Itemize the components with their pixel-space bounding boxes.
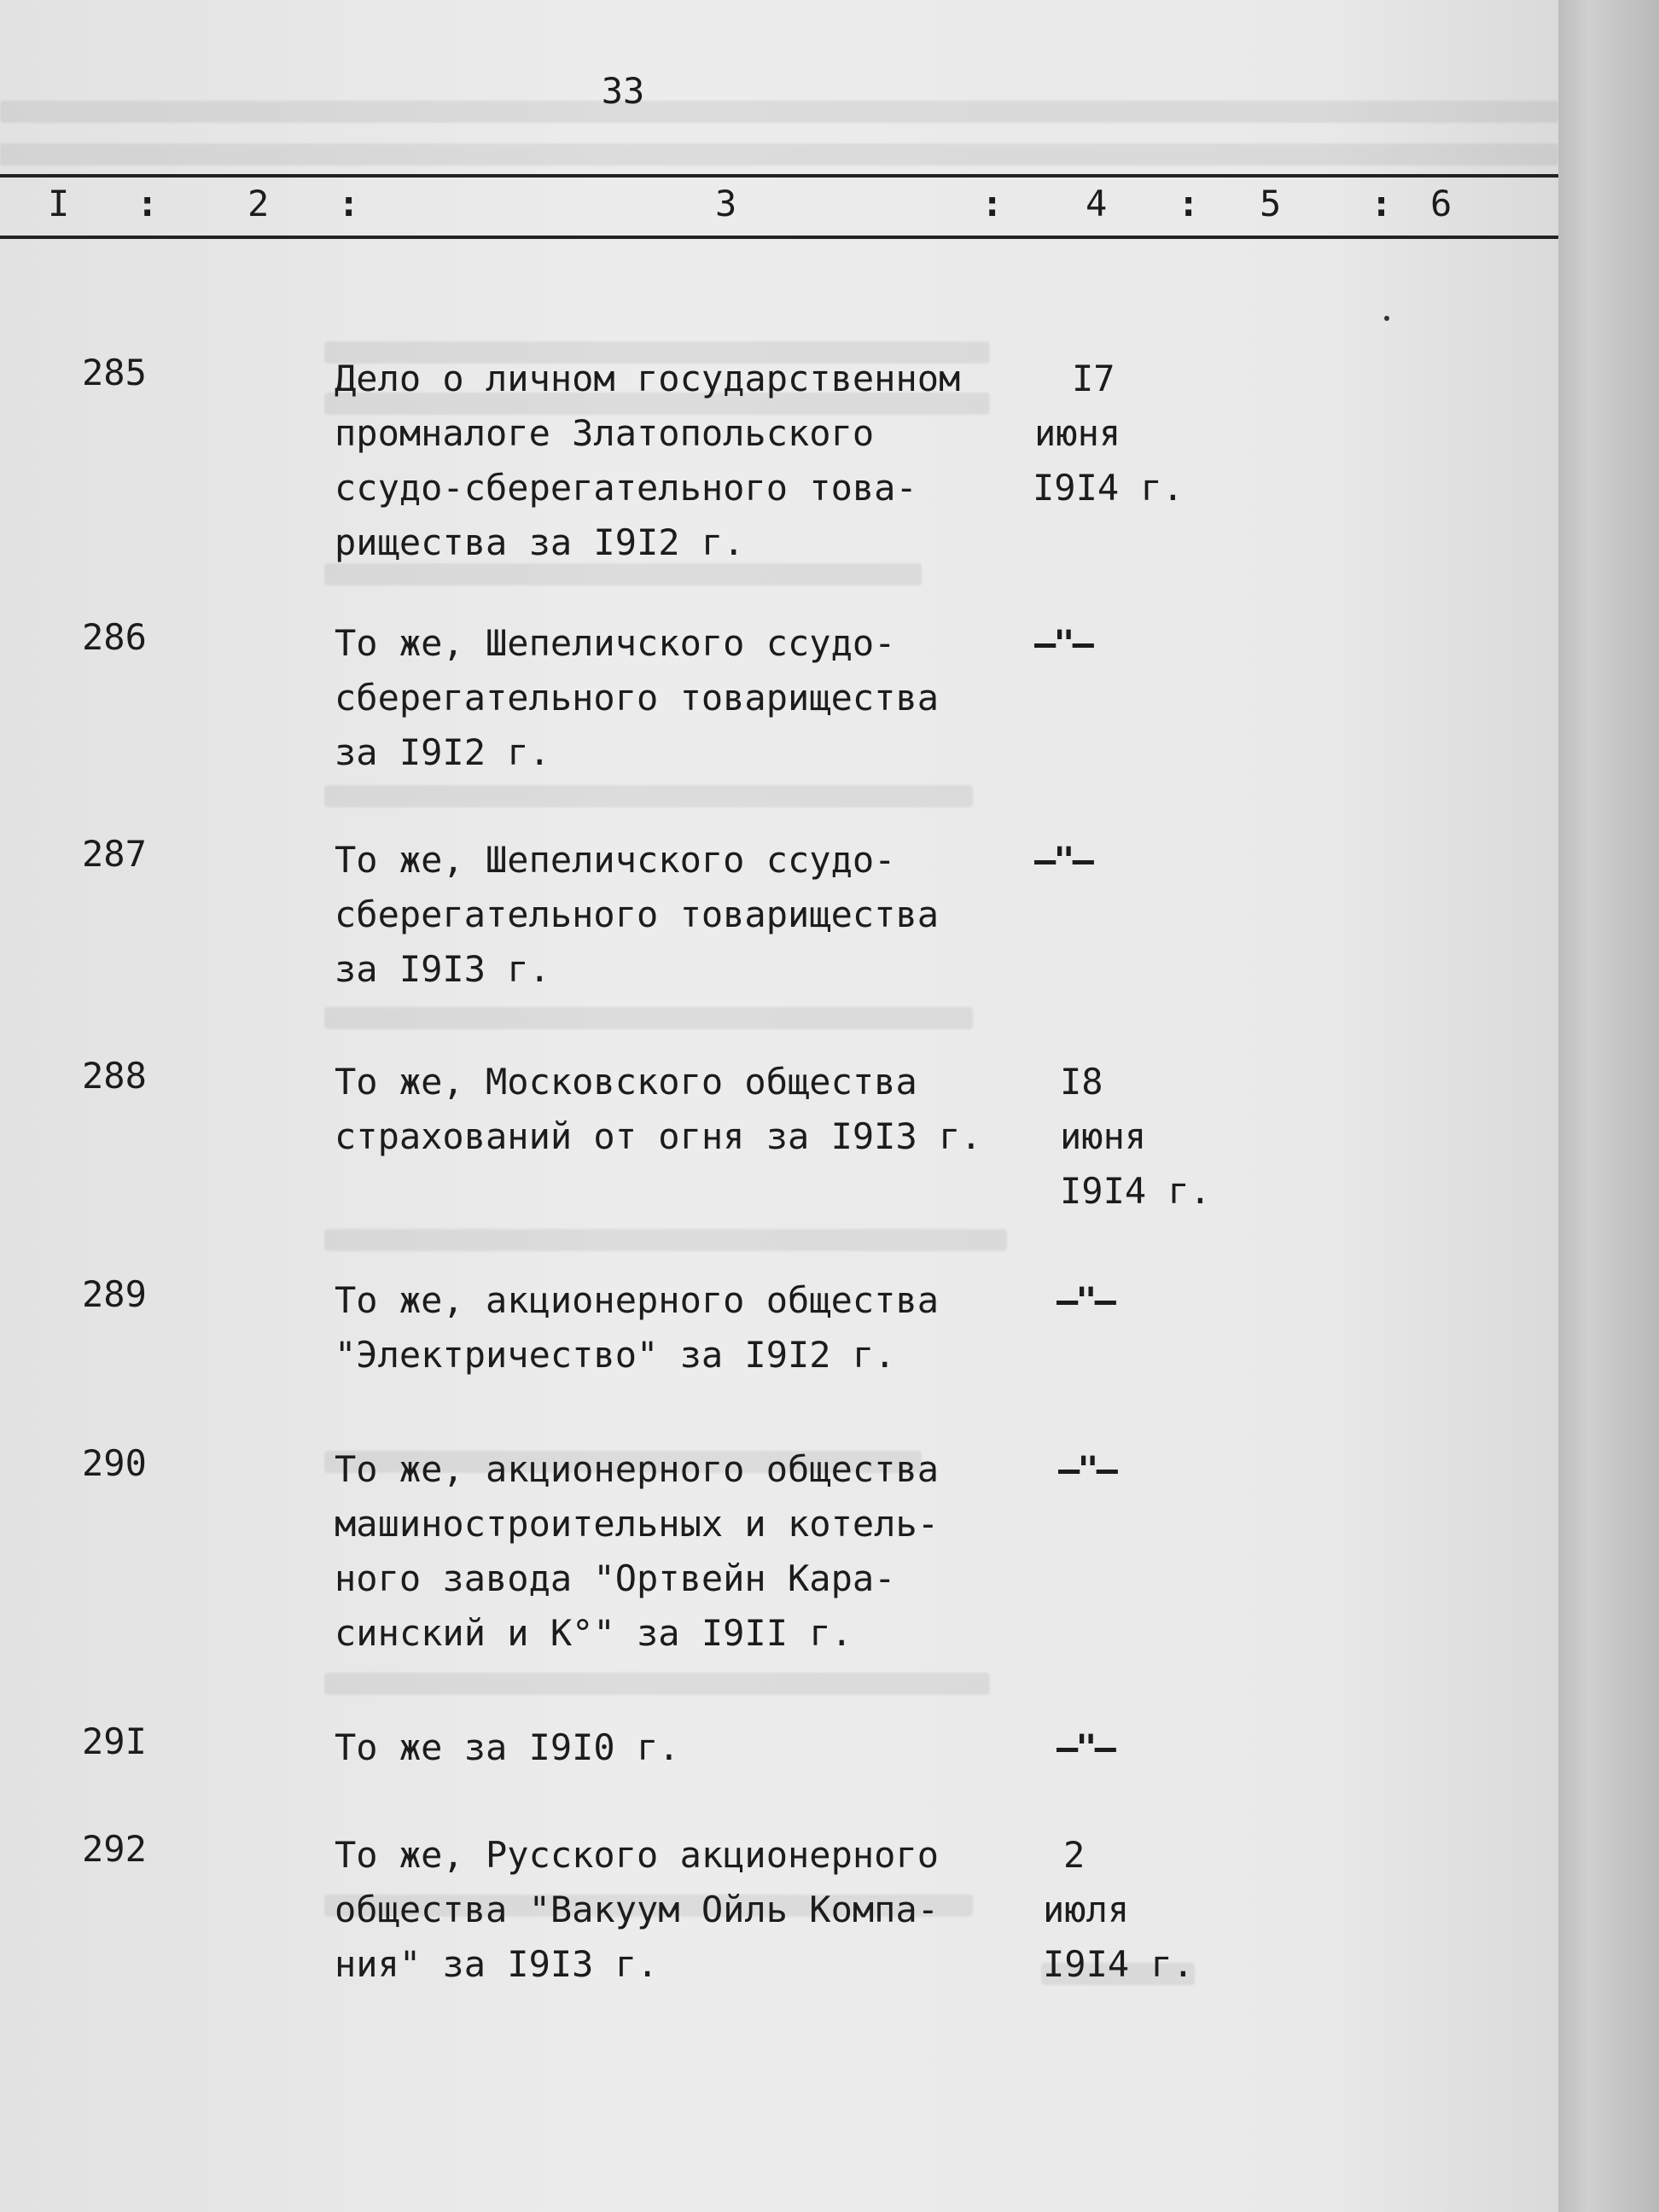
column-header-2: 2 xyxy=(247,183,270,224)
date-day: I8 xyxy=(1060,1061,1103,1103)
description-line: общества "Вакуум Ойль Компа- xyxy=(335,1889,940,1930)
row-description xyxy=(335,1442,1034,1661)
row-number: 29I xyxy=(82,1720,147,1762)
ink-speck xyxy=(1384,316,1389,321)
row-number: 288 xyxy=(82,1055,147,1097)
description-line: сберегательного товарищества xyxy=(335,894,940,935)
column-header-6: 6 xyxy=(1430,183,1452,224)
date-day: 2 xyxy=(1063,1834,1086,1876)
column-separator: : xyxy=(1371,183,1393,224)
ditto-mark: –"– xyxy=(1058,1448,1115,1490)
column-separator: : xyxy=(981,183,1004,224)
row-date xyxy=(1024,1442,1212,1497)
description-line: за I9I2 г. xyxy=(335,731,550,773)
description-line: сберегательного товарищества xyxy=(335,677,940,719)
row-number: 289 xyxy=(82,1273,147,1315)
row-date xyxy=(1024,1273,1212,1328)
description-line: промналоге Златопольского xyxy=(335,412,875,454)
row-date xyxy=(1024,1720,1212,1775)
description-line: синский и К°" за I9II г. xyxy=(335,1612,853,1654)
ditto-mark: –"– xyxy=(1057,1279,1114,1321)
ditto-mark: –"– xyxy=(1034,839,1091,881)
header-top-rule xyxy=(0,174,1558,178)
date-day: I7 xyxy=(1072,358,1115,399)
column-separator: : xyxy=(137,183,159,224)
row-number: 292 xyxy=(82,1828,147,1870)
description-line: машиностроительных и котель- xyxy=(335,1503,940,1545)
column-separator: : xyxy=(1178,183,1200,224)
row-description xyxy=(335,1273,1034,1382)
header-bottom-rule xyxy=(0,236,1558,239)
column-header-1: I xyxy=(48,183,70,224)
row-date xyxy=(1024,616,1212,671)
row-number: 285 xyxy=(82,352,147,393)
description-line: То же, Московского общества xyxy=(335,1061,917,1103)
row-date xyxy=(1024,833,1212,888)
date-year: I9I4 г. xyxy=(1033,467,1185,509)
date-month: июня xyxy=(1060,1115,1147,1157)
ditto-mark: –"– xyxy=(1034,622,1091,664)
description-line: То же, акционерного общества xyxy=(335,1448,940,1490)
row-description xyxy=(335,616,1034,780)
row-description xyxy=(335,352,1034,570)
description-line: ного завода "Ортвейн Кара- xyxy=(335,1557,896,1599)
description-line: ния" за I9I3 г. xyxy=(335,1943,659,1985)
row-number: 287 xyxy=(82,833,147,875)
description-line: То же, Русского акционерного xyxy=(335,1834,940,1876)
description-line: Дело о личном государственном xyxy=(335,358,961,399)
date-year: I9I4 г. xyxy=(1043,1943,1195,1985)
description-line: "Электричество" за I9I2 г. xyxy=(335,1334,896,1376)
description-line: То же, Шепеличского ссудо- xyxy=(335,839,896,881)
row-description xyxy=(335,1828,1034,1992)
date-month: июля xyxy=(1043,1889,1130,1930)
page-number: 33 xyxy=(601,70,645,112)
column-header-4: 4 xyxy=(1086,183,1108,224)
description-line: То же, Шепеличского ссудо- xyxy=(335,622,896,664)
row-description xyxy=(335,1720,1034,1775)
row-number: 286 xyxy=(82,616,147,658)
ditto-mark: –"– xyxy=(1057,1726,1114,1768)
row-number: 290 xyxy=(82,1442,147,1484)
description-line: страхований от огня за I9I3 г. xyxy=(335,1115,982,1157)
description-line: То же, акционерного общества xyxy=(335,1279,940,1321)
description-line: рищества за I9I2 г. xyxy=(335,521,745,563)
description-line: То же за I9I0 г. xyxy=(335,1726,680,1768)
row-date xyxy=(1024,1828,1212,1992)
column-header-5: 5 xyxy=(1260,183,1282,224)
column-header-3: 3 xyxy=(715,183,737,224)
row-date xyxy=(1024,1055,1212,1219)
row-description xyxy=(335,833,1034,997)
adjacent-page-edge xyxy=(1558,0,1659,2212)
date-year: I9I4 г. xyxy=(1060,1170,1212,1212)
column-separator: : xyxy=(338,183,360,224)
description-line: за I9I3 г. xyxy=(335,948,550,990)
row-date xyxy=(1024,352,1212,515)
row-description xyxy=(335,1055,1034,1164)
date-month: июня xyxy=(1034,412,1121,454)
description-line: ссудо-сберегательного това- xyxy=(335,467,917,509)
